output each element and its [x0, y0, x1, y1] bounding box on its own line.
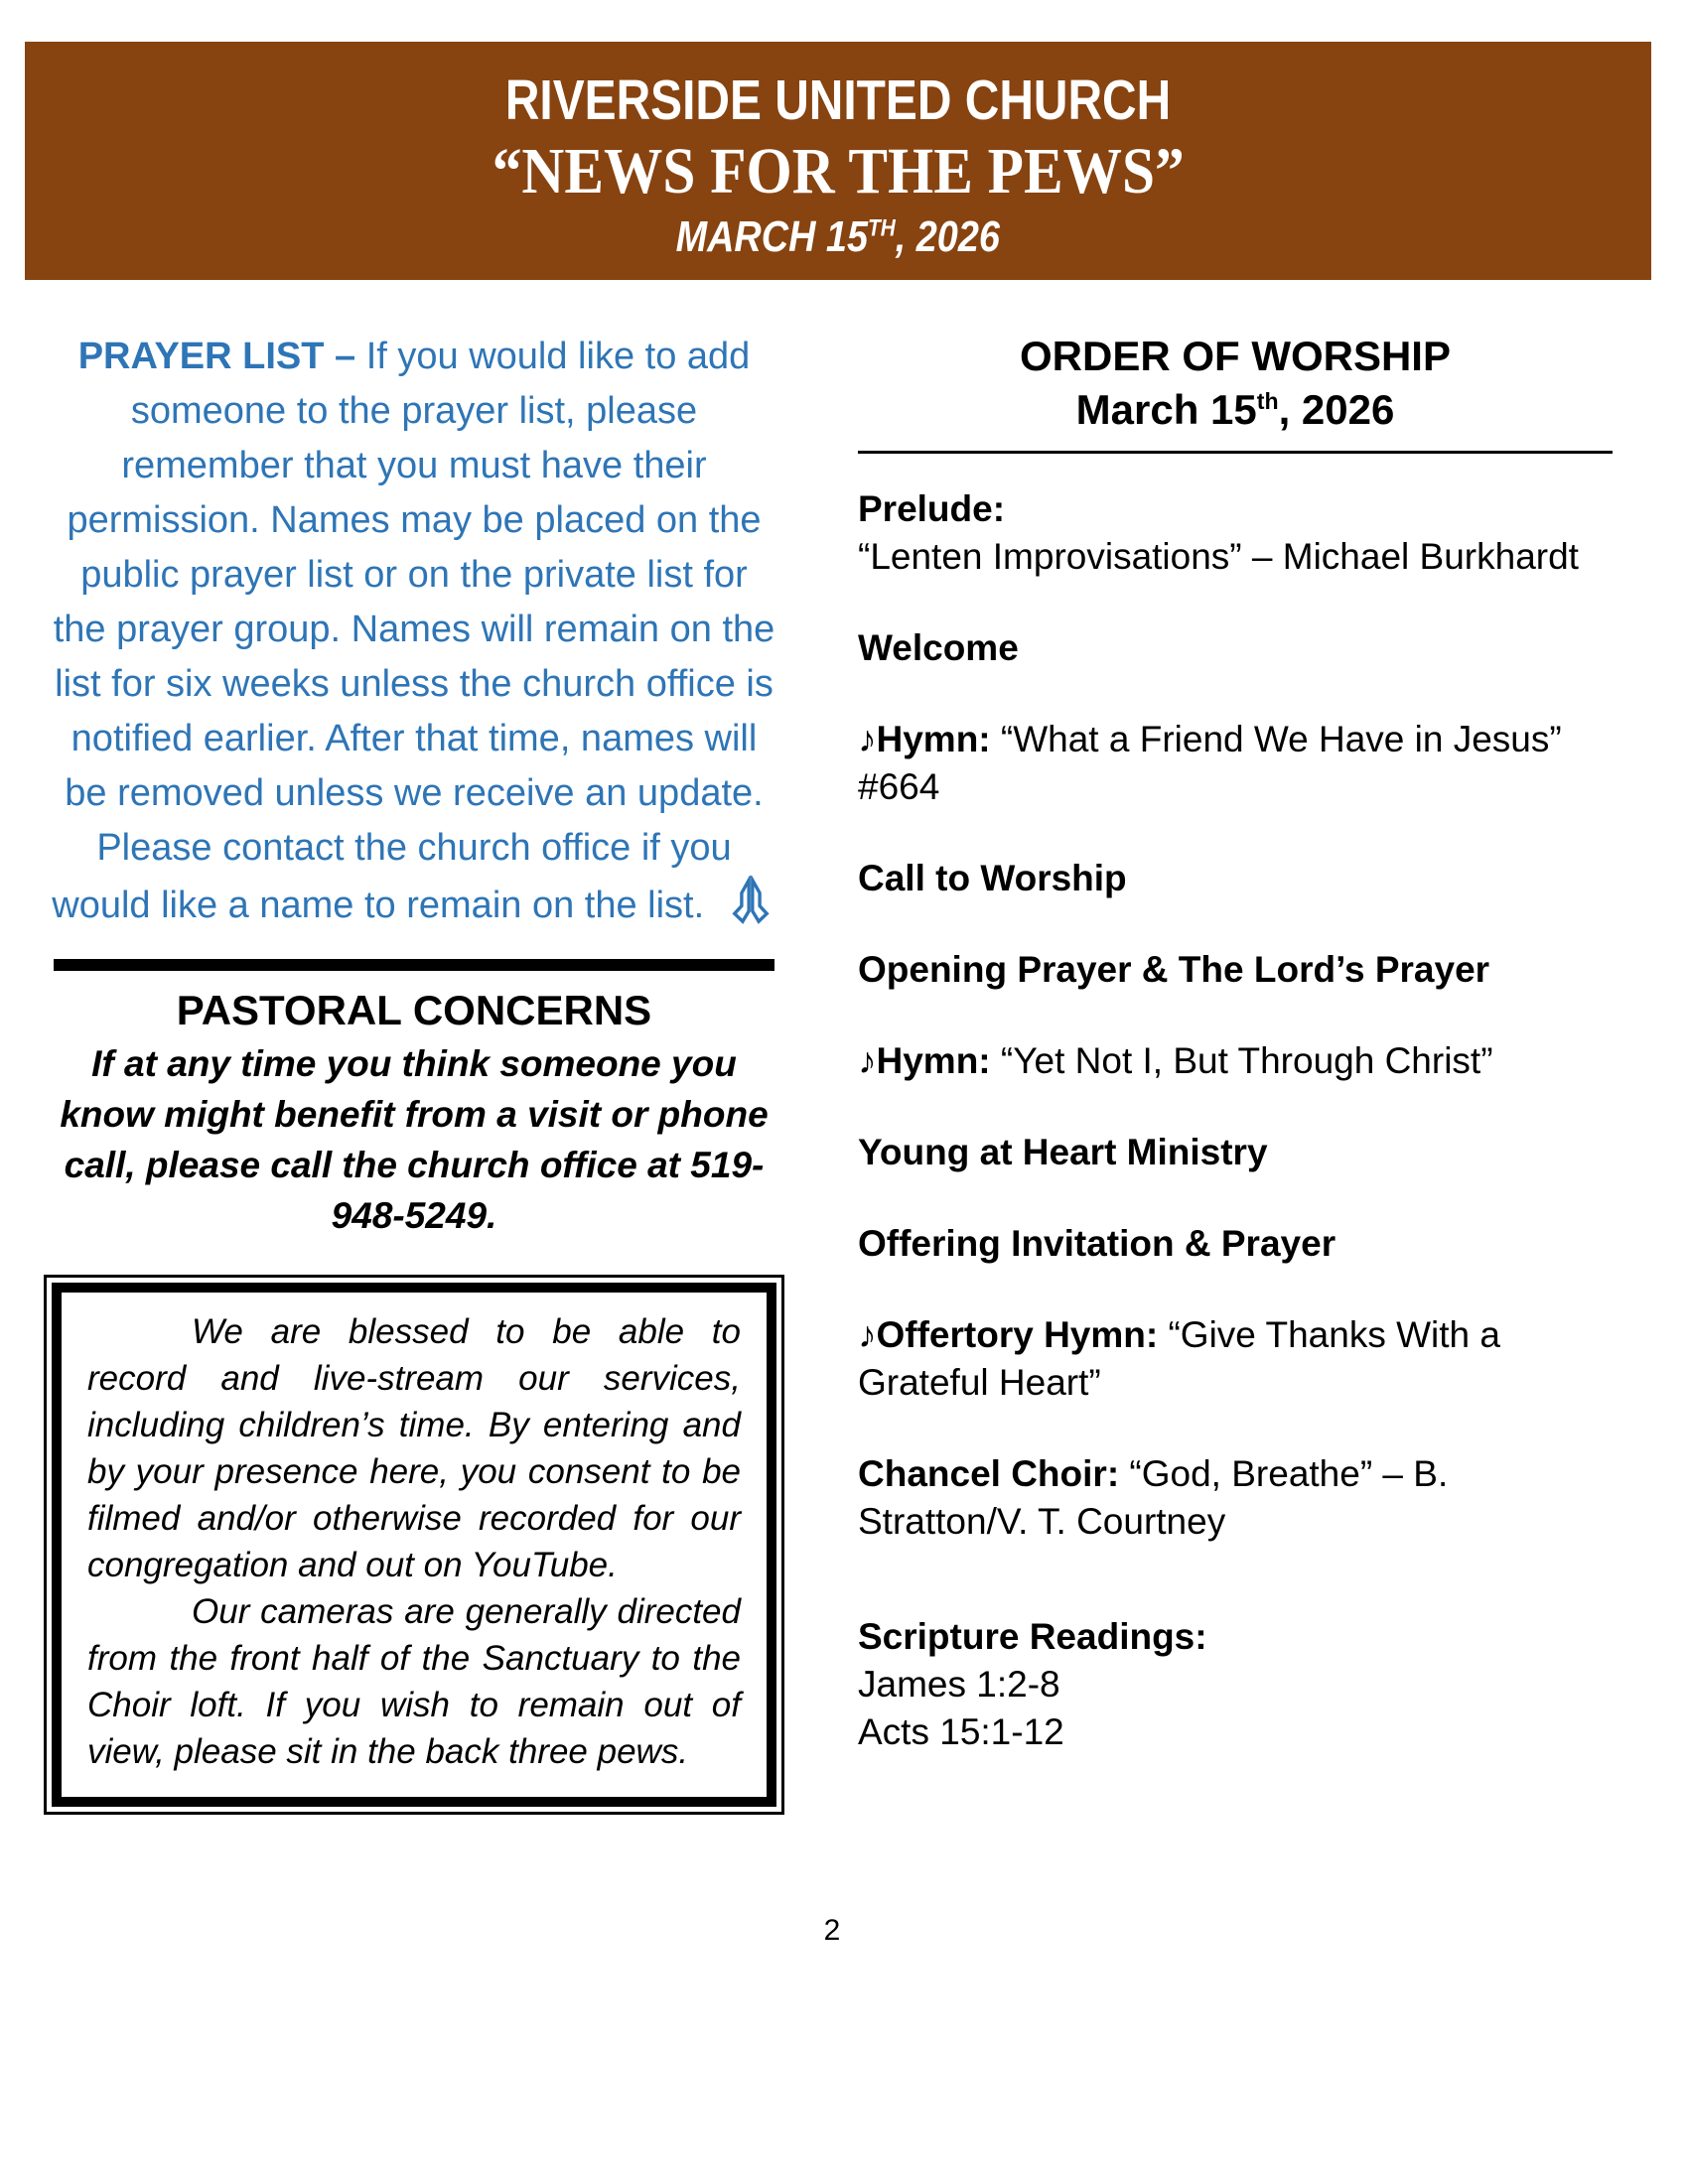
ow-item-scripture-readings: Scripture Readings: James 1:2-8 Acts 15:1-12 [858, 1613, 1613, 1756]
ow-item-opening-prayer: Opening Prayer & The Lord’s Prayer [858, 949, 1490, 990]
ow-item-hymn-1: ♪Hymn: “What a Friend We Have in Jesus” #664 [858, 719, 1562, 807]
recording-notice-paragraph-2: Our cameras are generally directed from the front half of the Sanctuary to the Choir loft. If you wish to remain out of view, please sit in the back three pews. [87, 1592, 741, 1771]
newsletter-date: MARCH 15TH, 2026 [675, 212, 1001, 261]
newsletter-title: “NEWS FOR THE PEWS” [492, 135, 1185, 207]
order-of-worship-rule [858, 451, 1613, 454]
prayer-list-heading: PRAYER LIST – [77, 336, 366, 377]
pastoral-concerns-body: If at any time you think someone you know might benefit from a visit or phone call, please call the church office at 519-948-5249. [60, 1043, 769, 1236]
page-number: 2 [823, 1914, 841, 1947]
prayer-list-body: If you would like to add someone to the prayer list, please remember that you must have their permission. Names may be placed on the public prayer list or on the private list for the prayer group. Names will remain on the list for six weeks unless the church office is notified earlier. After that time, names will be removed unless we receive an update. Please contact the church office if you would like a name to remain on the list. [52, 336, 775, 926]
ow-item-hymn-2: ♪Hymn: “Yet Not I, But Through Christ” [858, 1040, 1493, 1081]
ow-item-chancel-choir: Chancel Choir: “God, Breathe” – B. Stratton/V. T. Courtney [858, 1453, 1449, 1542]
ow-item-welcome: Welcome [858, 627, 1019, 668]
order-of-worship-list [858, 485, 1613, 1756]
ow-item-call-to-worship: Call to Worship [858, 858, 1127, 898]
pastoral-concerns-heading: PASTORAL CONCERNS [176, 987, 652, 1033]
section-divider-line [54, 959, 774, 971]
church-name: RIVERSIDE UNITED CHURCH [504, 68, 1172, 132]
header-banner [25, 42, 1651, 280]
order-of-worship-title: ORDER OF WORSHIP [1019, 333, 1451, 379]
scripture-reading-2: Acts 15:1-12 [858, 1711, 1064, 1752]
ow-item-offertory-hymn: ♪Offertory Hymn: “Give Thanks With a Grateful Heart” [858, 1314, 1500, 1403]
ow-item-prelude-piece: “Lenten Improvisations” – Michael Burkhardt [858, 536, 1579, 577]
scripture-reading-1: James 1:2-8 [858, 1664, 1060, 1705]
ow-item-offering-invitation: Offering Invitation & Prayer [858, 1223, 1336, 1264]
recording-notice-box [52, 1283, 776, 1807]
ow-item-young-at-heart: Young at Heart Ministry [858, 1132, 1268, 1172]
order-of-worship-date: March 15th, 2026 [1075, 386, 1395, 433]
recording-notice-paragraph-1: We are blessed to be able to record and live-stream our services, including children’s time. By entering and by your presence here, you consent to be filmed and/or otherwise recorded for our congregation and out on YouTube. [87, 1312, 741, 1584]
right-column [858, 330, 1613, 1800]
ow-item-prelude: Prelude: “Lenten Improvisations” – Michael Burkhardt [858, 485, 1613, 581]
left-column [52, 330, 776, 1807]
prayer-list-section [52, 330, 776, 943]
praying-hands-icon [725, 876, 776, 943]
